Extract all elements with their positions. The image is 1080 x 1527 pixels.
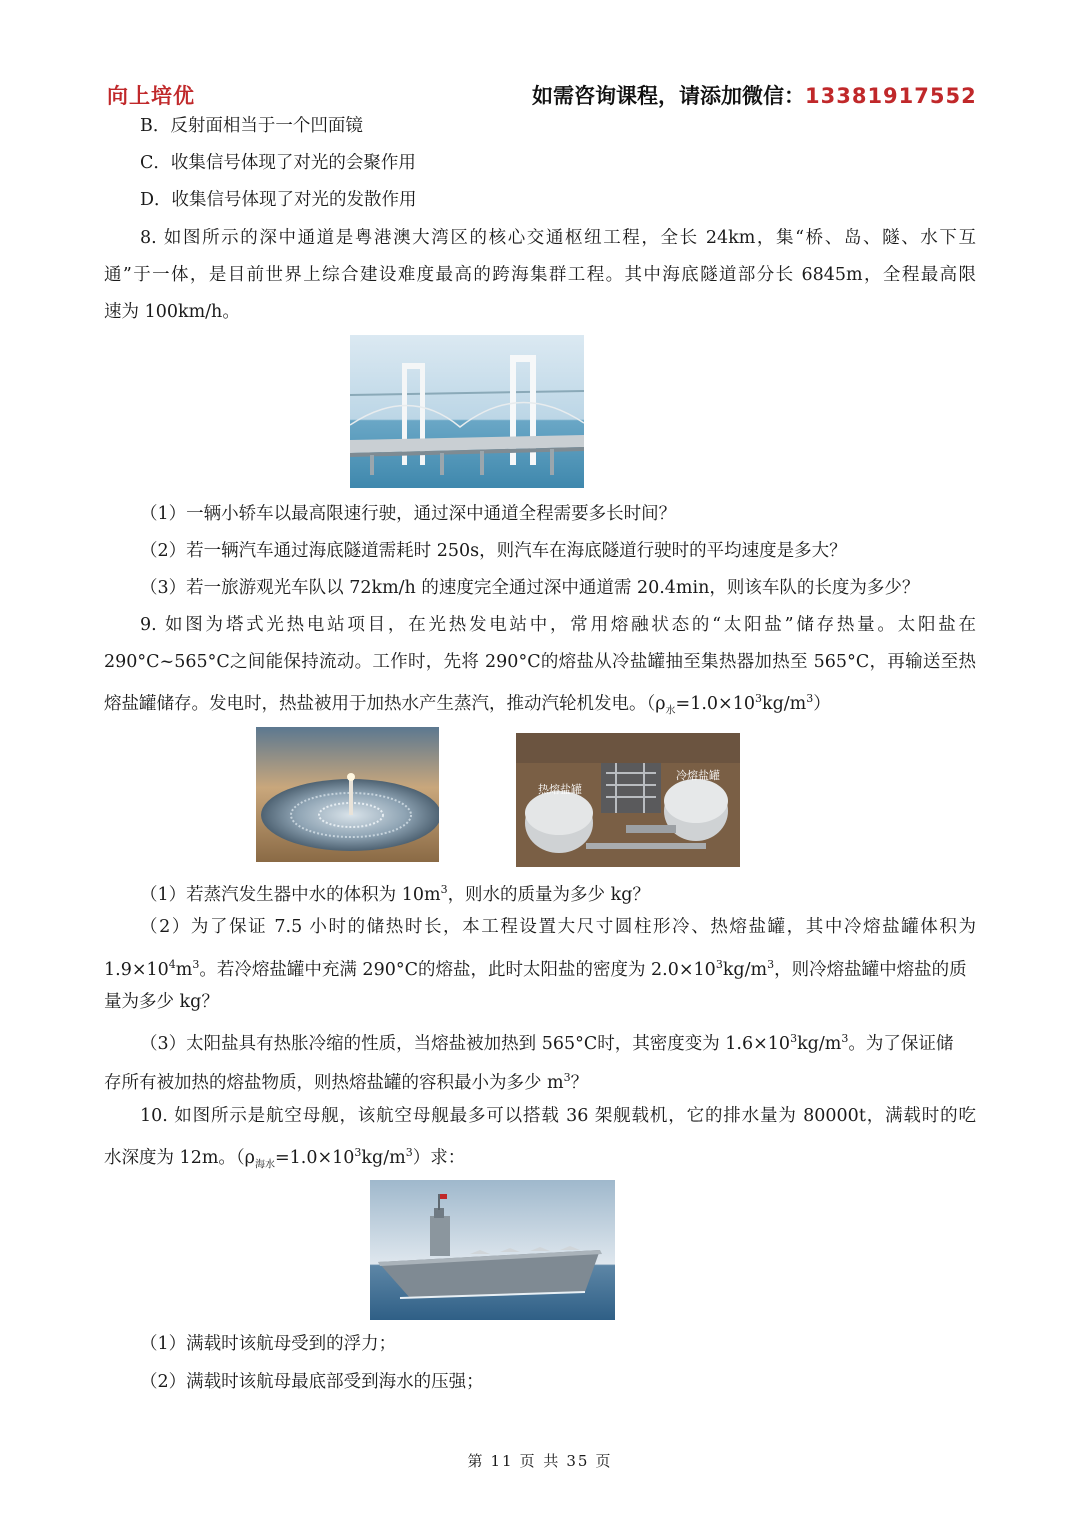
page-number: 11 [490,1452,514,1470]
q8-line2: 通”于一体，是目前世界上综合建设难度最高的跨海集群工程。其中海底隧道部分长 6845m，全程最高限 [104,265,976,285]
wechat-phone: 13381917552 [805,84,977,108]
option-b: B．反射面相当于一个凹面镜 [140,116,363,136]
q10-line1: 10. 如图所示是航空母舰，该航空母舰最多可以搭载 36 架舰载机，它的排水量为 80000t，满载时的吃 [140,1106,976,1126]
q8-sub2: （2）若一辆汽车通过海底隧道需耗时 250s，则汽车在海底隧道行驶时的平均速度是多大？ [140,541,847,561]
q9-sub1: （1）若蒸汽发生器中水的体积为 $10m^3$，则水的质量为多少 kg？ [140,883,650,905]
page-total: 35 [566,1452,590,1470]
bridge-photo [350,335,584,488]
q10-line2: 水深度为 12m。$(\rho_{海水}=1.0\times 10^3kg/m^3)$求： [104,1146,466,1171]
q9-sub2-line3: 量为多少 kg？ [104,992,219,1012]
contact-prefix: 如需咨询课程，请添加微信： [532,84,805,108]
aircraft-carrier-photo [370,1180,615,1320]
option-c: C．收集信号体现了对光的会聚作用 [140,153,416,173]
q10-sub1: （1）满载时该航母受到的浮力； [140,1334,397,1354]
solar-tower-photo [256,727,439,862]
q8-line1: 8. 如图所示的深中通道是粤港澳大湾区的核心交通枢纽工程，全长 24km，集“桥、岛、隧、水下互 [140,228,976,248]
q9-line2: 290°C~565°C之间能保持流动。工作时，先将 290°C的熔盐从冷盐罐抽至集热器加热至 565°C，再输送至热 [104,652,976,672]
q9-sub3-line2: 存所有被加热的熔盐物质，则热熔盐罐的容积最小为多少 $m^3$？ [104,1071,589,1093]
q8-sub1: （1）一辆小轿车以最高限速行驶，通过深中通道全程需要多长时间？ [140,504,677,524]
brand-logo-text: 向上培优 [107,84,195,108]
salt-tanks-photo [516,733,740,867]
q9-sub2-line1: （2）为了保证 7.5 小时的储热时长，本工程设置大尺寸圆柱形冷、热熔盐罐，其中冷熔盐罐体积为 [140,917,976,937]
label-hot-salt-tank: 热熔盐罐 [538,783,582,796]
q9-sub3-line1: （3）太阳盐具有热胀冷缩的性质，当熔盐被加热到 565°C时，其密度变为 $1.6\times 10^3kg/m^3$。为了保证储 [140,1032,954,1054]
q9-line1: 9. 如图为塔式光热电站项目，在光热发电站中，常用熔融状态的“太阳盐”储存热量。太阳盐在 [140,615,976,635]
option-d: D．收集信号体现了对光的发散作用 [140,190,417,210]
q9-sub2-line2: $1.9\times 10^4m^3$。若冷熔盐罐中充满 290°C的熔盐，此时太阳盐的密度为 $2.0\times 10^3kg/m^3$，则冷熔盐罐中熔盐的质 [104,958,967,980]
contact-info [532,80,977,110]
q8-sub3: （3）若一旅游观光车队以 72km/h 的速度完全通过深中通道需 20.4min，则该车队的长度为多少？ [140,578,920,598]
label-cold-salt-tank: 冷熔盐罐 [676,769,720,782]
q8-line3: 速为 100km/h。 [104,302,240,322]
q9-line3: 熔盐罐储存。发电时，热盐被用于加热水产生蒸汽，推动汽轮机发电。$(\rho_水=1.0\times 10^3kg/m^3)$ [104,692,831,717]
q10-sub2: （2）满载时该航母最底部受到海水的压强； [140,1372,484,1392]
page-footer: 第 11 页 共 35 页 [467,1452,613,1470]
